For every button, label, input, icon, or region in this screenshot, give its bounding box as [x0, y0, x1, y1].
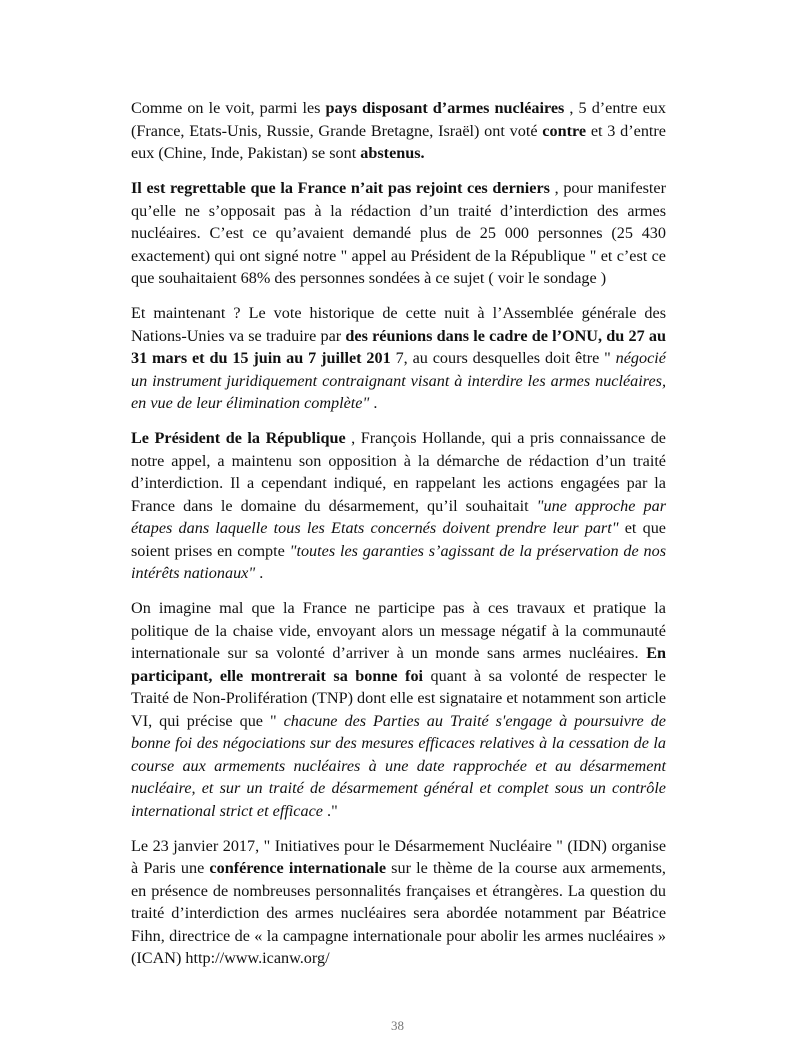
text-run: Le 23 janvier 2017, " Initiatives pour le Désarmement Nucléaire " (IDN) organise à Paris une	[131, 836, 666, 877]
paragraph	[131, 302, 666, 415]
text-run: Et maintenant ? Le vote historique de cette nuit à l’Assemblée générale des Nations-Unies va se traduire par	[131, 304, 666, 345]
text-run: , pour manifester qu’elle ne s’opposait pas à la rédaction d’un traité d’interdiction des armes nucléaires. C’est ce qu’avaient demandé plus de 25 000 personnes (25 430 exactement) qui ont signé notre " appel au Président de la République " et c’est ce que souhaitaient 68% des personnes sondées à ce sujet ( voir le sondage )	[131, 179, 666, 287]
bold-text: En participant, elle montrerait sa bonne foi	[131, 644, 666, 685]
italic-quote: "une approche par étapes dans laquelle tous les Etats concernés doivent prendre leur part"	[131, 496, 666, 537]
bold-text: Le Président de la République	[131, 429, 346, 447]
text-run: sur le thème de la course aux armements, en présence de nombreuses personnalités françaises et étrangères. La question du traité d’interdiction des armes nucléaires sera abordée notamment par Béatrice Fihn, directrice de « la campagne internationale pour abolir les armes nucléaires » (ICAN) http://www.icanw.org/	[131, 859, 666, 967]
bold-text: des réunions dans le cadre de l’ONU, du 27 au 31 mars et du 15 juin au 7 juillet 201	[131, 326, 667, 367]
bold-text: Il est regrettable que la France n’ait pas rejoint ces derniers	[131, 179, 550, 197]
paragraph	[131, 427, 666, 585]
text-run: On imagine mal que la France ne participe pas à ces travaux et pratique la politique de la chaise vide, envoyant alors un message négatif à la communauté internationale sur sa volonté d’arriver à un monde sans armes nucléaires.	[131, 599, 666, 662]
bold-text: conférence internationale	[209, 859, 387, 877]
bold-text: contre	[542, 121, 587, 140]
italic-quote: "toutes les garanties s’agissant de la préservation de nos intérêts nationaux"	[131, 541, 667, 582]
paragraph	[131, 177, 666, 290]
italic-quote: négocié un instrument juridiquement contraignant visant à interdire les armes nucléaires, en vue de leur élimination complète"	[131, 349, 666, 412]
text-run: .	[255, 564, 264, 582]
italic-quote: chacune des Parties au Traité s'engage à poursuivre de bonne foi des négociations sur des mesures efficaces relatives à la cessation de la course aux armements nucléaires à une date rapprochée et au désarmement nucléaire, et sur un traité de désarmement général et complet sous un contrôle international strict et efficace	[131, 711, 666, 820]
text-run: Comme on le voit, parmi les	[131, 99, 326, 117]
text-run: et que soient prises en compte	[131, 519, 666, 560]
document-body	[131, 97, 666, 982]
text-run: .	[369, 394, 378, 412]
bold-text: pays disposant d’armes nucléaires	[325, 99, 565, 117]
paragraph	[131, 835, 666, 970]
page-number: 38	[391, 1018, 404, 1033]
paragraph	[131, 597, 666, 822]
text-run: , François Hollande, qui a pris connaissance de notre appel, a maintenu son opposition à la démarche de rédaction d’un traité d’interdiction. Il a cependant indiqué, en rappelant les actions engagées par la France dans le domaine du désarmement, qu’il souhaitait	[131, 429, 666, 515]
paragraph	[131, 97, 666, 165]
text-run: 7, au cours desquelles doit être "	[390, 349, 616, 367]
text-run: ."	[322, 801, 338, 820]
text-run: quant à sa volonté de respecter le Traité de Non-Prolifération (TNP) dont elle est signataire et notamment son article VI, qui précise que "	[131, 666, 666, 730]
bold-text: abstenus.	[360, 144, 425, 162]
text-run: , 5 d’entre eux (France, Etats-Unis, Russie, Grande Bretagne, Israël) ont voté	[131, 99, 666, 140]
text-run: et 3 d’entre eux (Chine, Inde, Pakistan) se sont	[131, 121, 666, 162]
